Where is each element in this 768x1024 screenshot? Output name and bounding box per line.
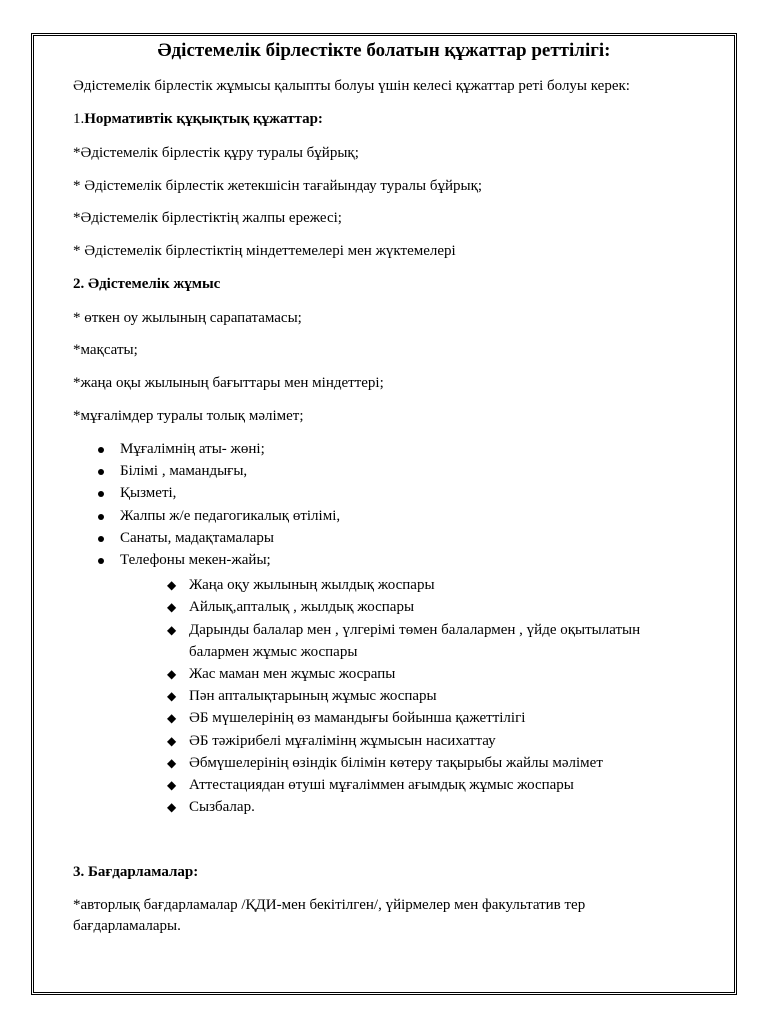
list-item: Мұғалімнің аты- жөні; — [120, 441, 265, 458]
diamond-bullet-icon: ◆ — [167, 689, 177, 703]
list-item: ◆ Жас маман мен жұмыс жосрапы — [189, 663, 395, 685]
list-item: ◆ Дарынды балалар мен , үлгерімі төмен балалармен , үйде оқытылатын — [189, 619, 640, 641]
diamond-bullet-icon: ◆ — [167, 711, 177, 725]
list-item: Білімі , мамандығы, — [120, 463, 247, 480]
section2-item: *жаңа оқы жылының бағыттары мен міндеттері; — [73, 375, 384, 391]
list-item: Санаты, мадақтамалары — [120, 530, 274, 547]
diamond-bullet-icon: ◆ — [167, 600, 177, 614]
document-title: Әдістемелік бірлестікте болатын құжаттар реттілігі: — [157, 40, 611, 61]
bullet-dot-icon — [98, 536, 104, 542]
list-item-continuation: балармен жұмыс жоспары — [189, 644, 358, 660]
section3-text: *авторлық бағдарламалар /ҚДИ-мен бекітілген/, үйірмелер мен факультатив тер — [73, 897, 586, 913]
list-item: ◆ Пән апталықтарының жұмыс жоспары — [189, 685, 437, 707]
list-item: Жалпы ж/е педагогикалық өтілімі, — [120, 508, 340, 525]
section2-item: * өткен оу жылының сарапатамасы; — [73, 310, 302, 326]
section3-text: бағдарламалары. — [73, 918, 181, 934]
section1-number: 1. — [73, 111, 85, 127]
list-item: ◆ ӘБ тәжірибелі мұғалімінң жұмысын насихаттау — [189, 730, 496, 752]
section1-heading — [73, 111, 323, 128]
list-item: ◆ Сызбалар. — [189, 796, 255, 818]
diamond-bullet-icon: ◆ — [167, 667, 177, 681]
bullet-dot-icon — [98, 447, 104, 453]
list-item: ◆ Жаңа оқу жылының жылдық жоспары — [189, 574, 435, 596]
section2-heading: 2. Әдістемелік жұмыс — [73, 276, 221, 292]
list-item: Телефоны мекен-жайы; — [120, 552, 271, 569]
diamond-bullet-icon: ◆ — [167, 578, 177, 592]
diamond-bullet-icon: ◆ — [167, 800, 177, 814]
intro-text: Әдістемелік бірлестік жұмысы қалыпты болуы үшін келесі құжаттар реті болуы керек: — [73, 78, 630, 94]
list-item: ◆ Аттестациядан өтуші мұғаліммен ағымдық жұмыс жоспары — [189, 774, 574, 796]
section1-item: * Әдістемелік бірлестіктің міндеттемелері мен жүктемелері — [73, 243, 456, 259]
bullet-dot-icon — [98, 469, 104, 475]
diamond-bullet-icon: ◆ — [167, 734, 177, 748]
bullet-dot-icon — [98, 558, 104, 564]
diamond-bullet-icon: ◆ — [167, 778, 177, 792]
list-item: ◆ ӘБ мүшелерінің өз мамандығы бойынша қажеттілігі — [189, 707, 525, 729]
section1-title: Нормативтік құқықтық құжаттар: — [84, 111, 323, 127]
bullet-dot-icon — [98, 491, 104, 497]
bullet-dot-icon — [98, 514, 104, 520]
diamond-bullet-icon: ◆ — [167, 623, 177, 637]
section1-item: *Әдістемелік бірлестік құру туралы бұйрық; — [73, 145, 359, 161]
list-item: Қызметі, — [120, 485, 176, 502]
list-item: ◆ Әбмүшелерінің өзіндік білімін көтеру тақырыбы жайлы мәлімет — [189, 752, 603, 774]
section1-item: * Әдістемелік бірлестік жетекшісін тағайындау туралы бұйрық; — [73, 178, 483, 194]
list-item: ◆ Айлық,апталық , жылдық жоспары — [189, 596, 414, 618]
diamond-bullet-icon: ◆ — [167, 756, 177, 770]
section2-item: *мұғалімдер туралы толық мәлімет; — [73, 408, 304, 424]
section1-item: *Әдістемелік бірлестіктің жалпы ережесі; — [73, 210, 342, 226]
section3-heading: 3. Бағдарламалар: — [73, 864, 199, 880]
section2-item: *мақсаты; — [73, 342, 138, 358]
